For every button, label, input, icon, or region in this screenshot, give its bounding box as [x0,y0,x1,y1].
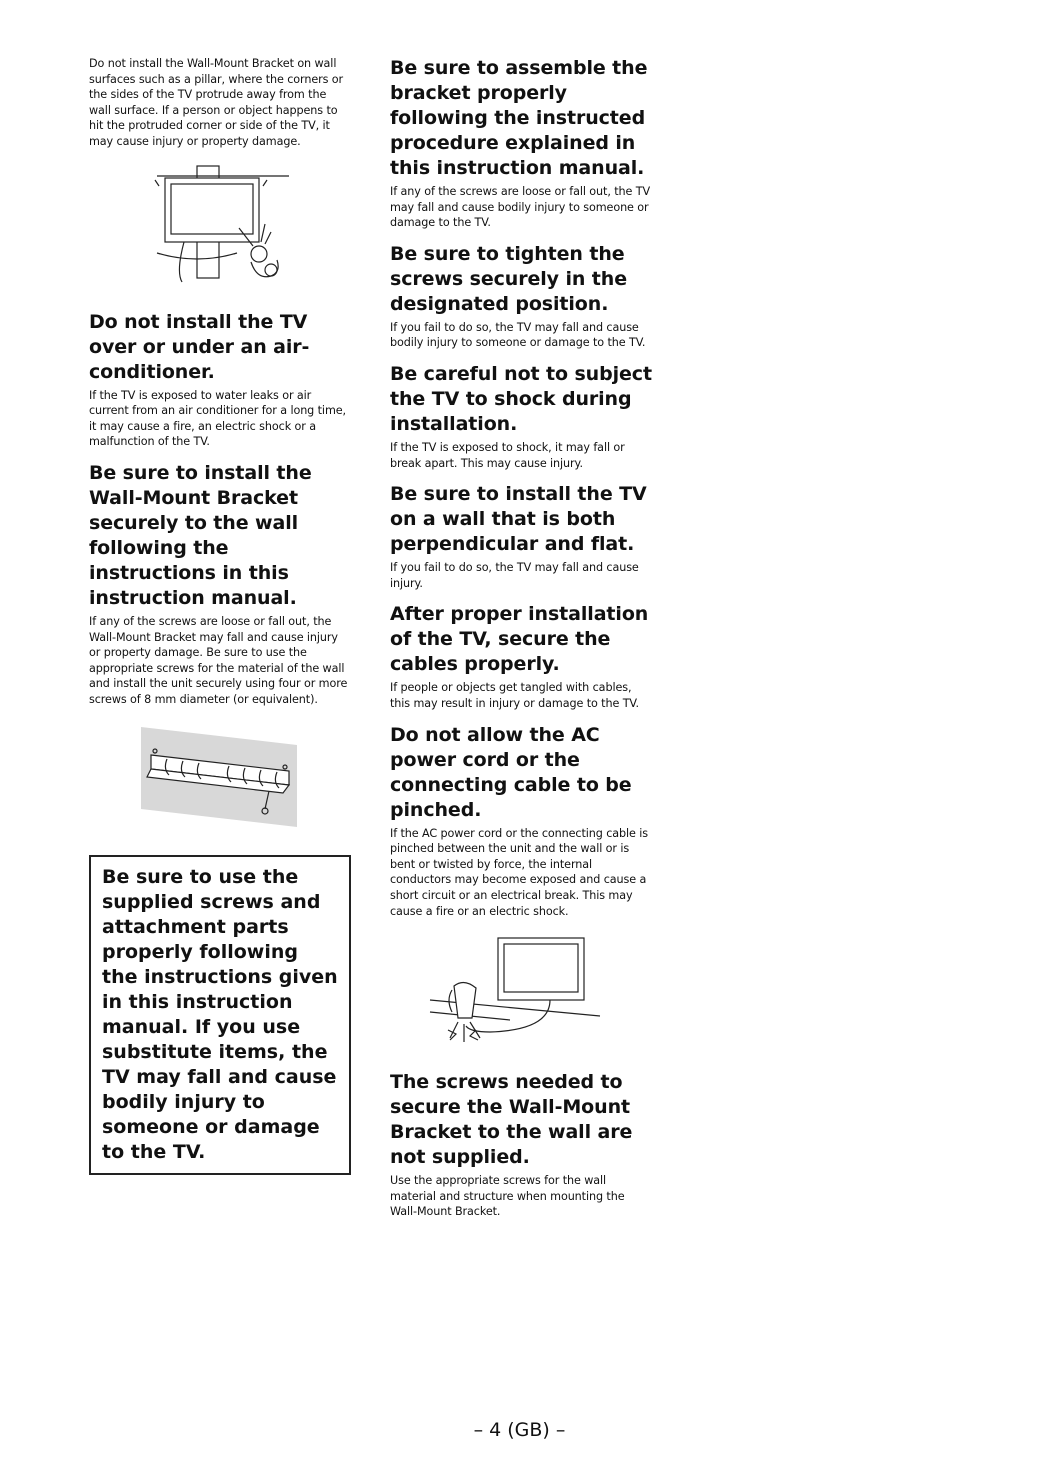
tv-on-pillar-illustration [89,158,351,288]
notice-text: Be sure to use the supplied screws and attachment parts properly following the instructions given in this instruction manual. If you use substitute items, the TV may fall and cause bodily injury to someone or damage to the TV. [102,865,338,1163]
section-heading: Be sure to tighten the screws securely in the designated position. [390,242,628,315]
section-install-bracket [89,461,351,708]
section-perpendicular-wall [390,482,652,591]
section-body: If the TV is exposed to shock, it may fall or break apart. This may cause injury. [390,440,625,470]
section-body: If you fail to do so, the TV may fall and cause injury. [390,561,639,590]
section-heading: Be sure to install the Wall-Mount Bracket securely to the wall following the instructions in this instruction manual. [89,461,312,609]
right-column [390,56,652,1231]
intro-paragraph: Do not install the Wall-Mount Bracket on wall surfaces such as a pillar, where the corners or the sides of the TV protrude away from the wall surface. If a person or object happens to hit the protruded corner or side of the TV, it may cause injury or property damage. [89,57,344,148]
section-body: If the TV is exposed to water leaks or air current from an air conditioner for a long time, it may cause a fire, an electric shock or a malfunction of the TV. [89,388,346,449]
pinched-cable-illustration [390,930,652,1048]
section-tighten-screws [390,242,652,351]
section-heading: The screws needed to secure the Wall-Mount Bracket to the wall are not supplied. [390,1071,633,1169]
section-body: If the AC power cord or the connecting cable is pinched between the unit and the wall or is bent or twisted by force, the internal conductors may become exposed and cause a short circuit or an electrical break. This may cause a fire or an electric shock. [390,826,648,918]
section-heading: Do not allow the AC power cord or the connecting cable to be pinched. [390,723,632,821]
section-heading: Be sure to install the TV on a wall that is both perpendicular and flat. [390,483,647,556]
section-air-conditioner [89,310,351,450]
section-heading: After proper installation of the TV, secure the cables properly. [390,603,649,676]
section-body: If people or objects get tangled with cables, this may result in injury or damage to the TV. [390,681,639,710]
section-secure-cables [390,602,652,711]
left-column [89,56,351,1175]
page-number: – 4 (GB) – [473,1419,566,1441]
wall-mount-bracket-illustration [89,719,351,829]
section-avoid-shock [390,362,652,471]
section-body: If any of the screws are loose or fall out, the Wall-Mount Bracket may fall and cause injury or property damage. Be sure to use the appropriate screws for the material of the wall and install the unit securely using four or more screws of 8 mm diameter (or equivalent). [89,614,348,706]
section-pinched-cord [390,723,652,920]
section-body: If you fail to do so, the TV may fall and cause bodily injury to someone or damage to the TV. [390,320,646,350]
section-assemble-bracket [390,56,652,231]
supplied-screws-notice-box [89,855,351,1175]
section-screws-not-supplied [390,1070,652,1220]
section-body: If any of the screws are loose or fall out, the TV may fall and cause bodily injury to someone or damage to the TV. [390,185,651,230]
section-heading: Be sure to assemble the bracket properly following the instructed procedure explained in this instruction manual. [390,57,648,179]
section-heading: Be careful not to subject the TV to shock during installation. [390,362,652,435]
section-heading: Do not install the TV over or under an air-conditioner. [89,310,310,383]
section-body: Use the appropriate screws for the wall material and structure when mounting the Wall-Mount Bracket. [390,1174,625,1219]
